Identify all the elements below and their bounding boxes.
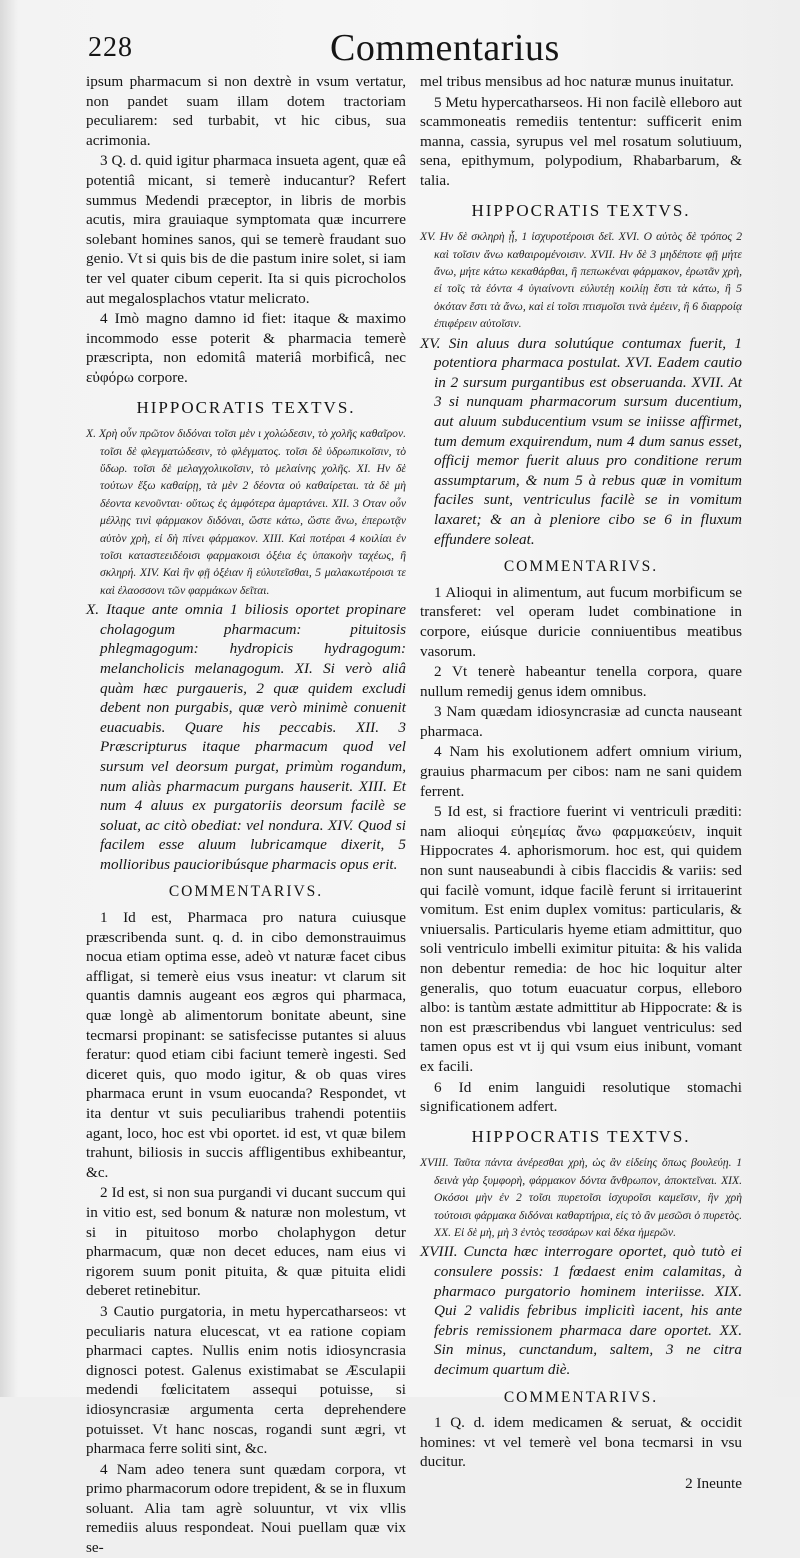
left-column	[86, 72, 406, 1557]
commentary-note-4: 4 Nam adeo tenera sunt quædam corpora, vt primo pharmacorum odore trepident, & se in fluxum soluant. Alia tam agrè soluuntur, vt vix vllis remediis aluus respondeat. Noui puellam quæ vix se-	[86, 1460, 406, 1557]
latin-translation-block-1: X. Itaque ante omnia 1 biliosis oportet propinare cholagogum pharmacum: pituitosis phlegmagogum: hydropicis hydragogum: melancholicis melanagogum. XI. Si verò aliâ quàm hæc purgaueris, 2 quæ quidem excludi debent non purgabis, quæ verò minimè conuenit euacuabis. Quare his peccabis. XII. 3 Præscripturus itaque pharmacum quod vel sursum vel deorsum purgat, primùm rogandum, num aliàs pharmacum purgans hauserit. XIII. Et num 4 aluus ex purgatoriis deorsum facilè se soluat, ac citò obediat: vel nondura. XIV. Quod si facilem esse aluum lubricamque dixerit, 5 mollioribus paucioribúsque pharmacis opus erit.	[86, 601, 406, 873]
commentary-note-2: 2 Id est, si non sua purgandi vi ducant succum qui in vitio est, sed bonum & naturæ non molestum, vt si in pituitoso morbo cholaphygon detur pharmacum, quæ non decet educes, nam eius vi rigorem suum ponit pituita, & quæ pituita elidi deberet retinebitur.	[86, 1184, 406, 1300]
section-heading-commentarius-1: COMMENTARIVS.	[168, 883, 324, 901]
left-paragraph-1: ipsum pharmacum si non dextrè in vsum vertatur, non pandet suam illam dotem tractoriam peculiarem: sed turbabit, vt hic cibus, sua acrimonia.	[86, 73, 406, 149]
right-paragraph-1: mel tribus mensibus ad hoc naturæ munus inuitatur.	[420, 73, 734, 90]
section-heading-hippocratis-1: HIPPOCRATIS TEXTVS.	[136, 397, 356, 417]
latin-translation-block-2: XV. Sin aluus dura solutúque contumax fuerit, 1 potentiora pharmaca postulat. XVI. Eadem cautio in 2 sursum purgantibus est obseruanda. XVII. At 3 si nunquam pharmacorum sursum ducentium, aut aluum subducentium vsum se iniisse affirmet, tum demum exquirendum, num 4 dum sanus esset, officij memor fuerit aluus pro conditione rerum assumptarum, & num 5 à rebus quæ in vomitum faciles sunt, ventriculus facilè se in vomitum laxaret; & an à pleniore cibo se 6 in fluxum effundere soleat.	[420, 334, 742, 548]
commentary-note-5: 1 Alioqui in alimentum, aut fucum morbificum se transferet: vel operam ludet combinatione in corpore, eiúsque duricie conniuentibus meatibus vasorum.	[420, 583, 742, 660]
left-paragraph-2: 3 Q. d. quid igitur pharmaca insueta agent, quæ eâ potentiâ micant, si temerè inducantur? Refert summus Medendi præceptor, in libris de morbis acutis, mira grauiaque symptomata quæ incurrere solebant homines sanos, qui se temerè fraudant suo genio. Vt si quis bis de die pastum inire solet, si iam ter vel quater cibum ceperit. Ita si quis picrocholos aut megalosplachos vtatur melicrato.	[86, 152, 406, 307]
commentary-note-3: 3 Cautio purgatoria, in metu hypercatharseos: vt peculiaris natura elucescat, vt ea ratione copiam pharmaci captes. Nullis enim notis idiosyncrasia dignosci potest. Galenus existimabat se Æsculapii medendi fœlicitatem assequi potuisse, si idiosyncrasiæ argumenta certa deprehendere potuisset. Vt hanc noscas, rogandi sunt ægri, vt pharmaca ferre soliti sint, &c.	[86, 1302, 406, 1458]
commentary-note-8: 4 Nam his exolutionem adfert omnium virium, grauius pharmacum per cibos: nam ne sani quidem ferrent.	[420, 743, 742, 800]
section-heading-commentarius-3: COMMENTARIVS.	[503, 1388, 659, 1406]
commentary-note-11: 1 Q. d. idem medicamen & seruat, & occidit homines: vt vel temerè vel bona tecmarsi in vsu ducitur.	[420, 1414, 742, 1471]
greek-text-block-1: X. Χρὴ οὖν πρῶτον διδόναι τοῖσι μὲν ι χολώδεσιν, τὸ χολῆς καθαῖρον. τοῖσι δὲ φλεγματώδεσιν, τὸ φλέγματος. τοῖσι δὲ ὑδρωπικοῖσιν, τὸ ὕδωρ. τοῖσι δὲ μελαγχολικοῖσιν, τὸ μελαίνης χολῆς. XI. Ην δὲ τούτων ἔξω καθαίρῃ, τὰ μὲν 2 δέοντα οὐ καθαίρεται. τὰ δὲ μὴ δέοντα κενοῦνται· οὕτως ἐς ἀμφότερα ἁμαρτάνει. XII. 3 Οταν οὖν μέλλῃς τινὶ φάρμακον διδόναι, ὥστε κάτω, ὥστε ἄνω, ἐπερωτᾷν αὐτὸν χρὴ, εἰ δὴ πίνει φάρμακον. XIII. Καὶ ποτέραι 4 κοιλίαι ἐν τοῖσι καταστεειδέοισι φαρμακοισι ὀξέια ἐς ὑπακοὴν ταχέως, ἢ σκληρή. XIV. Καὶ ἢν φῇ ὀξέιαν ἢ εὐλυτεῖσθαι, 5 μαλακωτέροισι τε καὶ ἐλαοσσονι τῶν φαρμάκων δεῖται.	[86, 427, 406, 597]
section-heading-hippocratis-3: HIPPOCRATIS TEXTVS.	[471, 1126, 691, 1146]
commentary-note-1: 1 Id est, Pharmaca pro natura cuiusque præscribenda sunt. q. d. in cibo demonstrauimus nocua etiam optima esse, adeò vt naturæ facet cibus affligat, si temerè eius vsus ineatur: vt clarum sit quantis damnis augeant eos ægros qui pharmaca, quæ longè ab alimentorum bonitate abeunt, sine tecmarsi propinant: se satisfecisse putantes si aluus feratur: quod etiam cibi faciunt temerè ingesti. Sed diceret quis, quo modo igitur, & ob quas vires pharmaca erunt in vsum euocanda? Respondet, vt ita dentur vt suis peculiaribus trahendi potentiis agant, loco, hoc est vbi oportet. id est, vt quæ bilem trahunt, biliosis in succis affligentibus exhibeantur, &c.	[86, 909, 406, 1181]
commentary-note-6: 2 Vt tenerè habeantur tenella corpora, quare nullum remedij genus idem omnibus.	[420, 663, 742, 700]
running-head	[0, 22, 800, 78]
latin-translation-block-3: XVIII. Cuncta hæc interrogare oportet, quò tutò ei consulere possis: 1 fœdaest enim calamitas, à pharmaco purgatorio hominem interiisse. XIX. Qui 2 validis febribus implicitì iacent, his ante febris remissionem pharmaca dare oportet. XX. Sin minus, cunctandum, saltem, 3 ne citra decimum quartum diè.	[420, 1243, 742, 1378]
section-heading-commentarius-2: COMMENTARIVS.	[503, 558, 659, 576]
right-column	[420, 72, 742, 1492]
right-paragraph-2: 5 Metu hypercatharseos. Hi non facilè elleboro aut scammoneatis remediis tententur: sufficerit enim manna, cassia, syrupus vel mel rosatum solutiuum, sena, epithymum, polypodium, Rhabarbarum, & talia.	[420, 93, 742, 189]
page-number: 228	[88, 32, 133, 63]
commentary-note-7: 3 Nam quædam idiosyncrasiæ ad cuncta nauseant pharmaca.	[420, 703, 742, 740]
catchword: 2 Ineunte	[685, 1474, 742, 1492]
greek-text-block-3: XVIII. Ταῦτα πάντα ἀνέρεσθαι χρὴ, ὡς ἂν εἰδείης ὅπως βουλεύῃ. 1 δεινὰ γὰρ ξυμφορὴ, φάρμακον δόντα ἄνθρωπον, ἀποκτεῖναι. XIX. Οκόσοι μὴν ἐν 2 τοῖσι πυρετοῖσι ἰσχυροῖσι καμεῖσιν, ἢν χρὴ τούτοισι φάρμακα διδόναι καθαρτήρια, εἰς τὸ ἂν μεσῶσι ὁ πυρετὸς. XX. Εἰ δὲ μὴ, μὴ 3 ἐντὸς τεσσάρων καὶ δέκα ἡμερῶν.	[420, 1156, 742, 1239]
left-paragraph-3: 4 Imò magno damno id fiet: itaque & maximo incommodo esse poterit & pharmacia temerè præscripta, non edomitâ materiâ morbificâ, nec εὐφόρω corpore.	[86, 310, 406, 386]
section-heading-hippocratis-2: HIPPOCRATIS TEXTVS.	[471, 200, 691, 220]
commentary-note-10: 6 Id enim languidi resolutique stomachi significationem adfert.	[420, 1078, 742, 1116]
running-title: Commentarius	[330, 27, 560, 69]
commentary-note-9: 5 Id est, si fractiore fuerint vi ventriculi præditi: nam alioqui εὐηεμίας ἄνω φαρμακεύειν, inquit Hippocrates 4. aphorismorum. hoc est, qui quidem non sunt nauseabundi à cibis flaccidis & variis: sed qui facilè vomunt, idque facilè ferunt si irritauerint vomitum. Est enim duplex vomitus: particularis, & vniuersalis. Particularis hyeme etiam admittitur, quo soli ventriculo imbelli eximitur pituita: & his valida non debentur remedia: de hoc hic loquitur alter generalis, quo totum euacuatur corpus, elleboro albo: is tantùm æstate admittitur ab Hippocrate: & is non est præscribendus vbi languet ventriculus: sed tamen opus est vt ij qui vsum eius inibunt, vomant ex facili.	[420, 803, 742, 1075]
greek-text-block-2: XV. Ην δὲ σκληρὴ ᾖ, 1 ἰσχυροτέροισι δεῖ. XVI. Ο αὐτὸς δὲ τρόπος 2 καὶ τοῖσιν ἄνω καθαιρομένοισιν. XVII. Ην δὲ 3 μηδέποτε φῇ μήτε ἄνω, μήτε κάτω κεκαθάρθαι, ἢ πεπωκέναι φάρμακον, ἐρωτᾶν χρὴ, εἰ τοῖς τὰ ἐόντα 4 ὑγιαίνοντι εὐλυτέῃ κοιλίῃ ἔστι τὰ κάτω, ἢ 5 ὁκόταν ἔστι τὰ ἄνω, καὶ εἰ τοῖσι πτισμοῖσι τινὰ ἐμέειν, ἢ 6 διαρροίᾳ ἐπιφέρειν αὐτοῖσιν.	[420, 230, 742, 331]
